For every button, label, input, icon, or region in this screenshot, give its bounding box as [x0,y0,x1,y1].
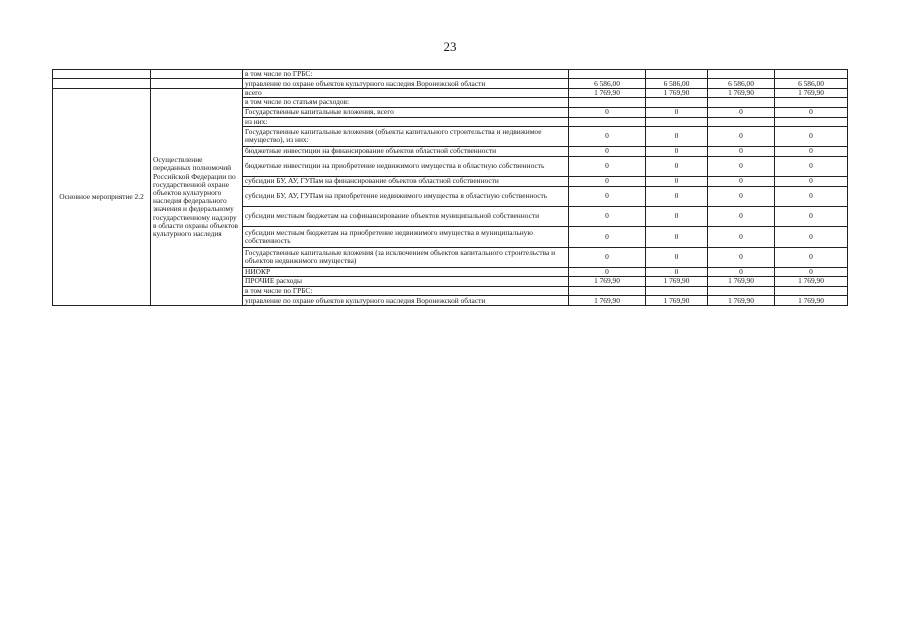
value-cell [646,287,708,296]
row-label: НИОКР [243,267,569,276]
row-label: субсидии местным бюджетам на приобретение недвижимого имущества в муниципальную собственность [243,226,569,247]
row-label: субсидии БУ, АУ, ГУПам на приобретение недвижимого имущества в областную собственность [243,186,569,206]
value-cell [646,98,708,107]
value-cell: 0 [646,156,708,176]
row-label: бюджетные инвестиции на финансирование объектов областной собственности [243,146,569,156]
value-cell: 1 769,90 [708,89,775,98]
value-cell: 0 [708,186,775,206]
value-cell [775,287,848,296]
value-cell: 0 [646,126,708,146]
page-number: 23 [443,39,457,54]
value-cell: 0 [775,107,848,117]
value-cell [569,98,646,107]
activity-name-cell: Основное мероприятие 2.2 [53,89,151,306]
value-cell: 0 [708,126,775,146]
value-cell: 1 769,90 [646,296,708,306]
value-cell: 1 769,90 [775,89,848,98]
value-cell: 0 [708,267,775,276]
value-cell: 6 586,00 [569,79,646,89]
empty-cell [53,79,151,89]
value-cell [708,117,775,126]
budget-table [52,69,848,306]
value-cell: 0 [646,247,708,267]
value-cell: 0 [569,247,646,267]
value-cell: 0 [646,206,708,226]
value-cell: 1 769,90 [708,277,775,287]
value-cell [569,70,646,79]
row-label: бюджетные инвестиции на приобретение недвижимого имущества в областную собственность [243,156,569,176]
value-cell: 0 [646,146,708,156]
value-cell: 0 [569,226,646,247]
value-cell [708,70,775,79]
value-cell: 0 [708,107,775,117]
value-cell: 0 [775,267,848,276]
row-label: всего [243,89,569,98]
value-cell [646,70,708,79]
value-cell: 1 769,90 [646,89,708,98]
value-cell [569,287,646,296]
row-label: из них: [243,117,569,126]
value-cell: 6 586,00 [775,79,848,89]
value-cell [646,117,708,126]
row-label: ПРОЧИЕ расходы [243,277,569,287]
value-cell: 0 [775,156,848,176]
row-label: Государственные капитальные вложения (объекты капитального строительства и недвижимое имущество), из них: [243,126,569,146]
value-cell: 0 [569,126,646,146]
value-cell: 0 [646,186,708,206]
activity-description-cell: Осуществление переданных полномочий Российской Федерации по государственной охране объектов культурного наследия федерального значения и федеральному государственному надзору в области охраны объектов культурного наследия [151,89,243,306]
value-cell: 0 [569,146,646,156]
table-row [53,79,848,89]
value-cell [775,117,848,126]
value-cell: 0 [708,176,775,186]
row-label: субсидии БУ, АУ, ГУПам на финансирование объектов областной собственности [243,176,569,186]
value-cell: 0 [569,107,646,117]
value-cell: 0 [775,206,848,226]
value-cell: 0 [775,186,848,206]
value-cell: 0 [569,156,646,176]
budget-table-body [53,70,848,306]
value-cell: 0 [646,267,708,276]
empty-cell [53,70,151,79]
value-cell: 0 [708,156,775,176]
value-cell: 0 [775,226,848,247]
value-cell: 0 [646,107,708,117]
value-cell: 0 [569,186,646,206]
value-cell: 1 769,90 [775,296,848,306]
value-cell [569,117,646,126]
empty-cell [151,79,243,89]
value-cell: 0 [646,226,708,247]
value-cell: 0 [775,126,848,146]
row-label: Государственные капитальные вложения, всего [243,107,569,117]
value-cell: 1 769,90 [569,296,646,306]
value-cell: 0 [708,206,775,226]
value-cell: 0 [569,267,646,276]
value-cell [775,70,848,79]
row-label: в том числе по статьям расходов: [243,98,569,107]
row-label: субсидии местным бюджетам на софинансирование объектов муниципальной собственности [243,206,569,226]
row-label: управление по охране объектов культурного наследия Воронежской области [243,79,569,89]
row-label: управление по охране объектов культурного наследия Воронежской области [243,296,569,306]
value-cell: 0 [775,146,848,156]
table-row [53,70,848,79]
value-cell: 1 769,90 [569,277,646,287]
value-cell: 0 [775,176,848,186]
value-cell: 0 [569,206,646,226]
value-cell: 6 586,00 [646,79,708,89]
value-cell: 1 769,90 [569,89,646,98]
value-cell: 1 769,90 [775,277,848,287]
value-cell: 0 [708,146,775,156]
empty-cell [151,70,243,79]
row-label: Государственные капитальные вложения (за исключением объектов капитального строительства и объектов недвижимого имущества) [243,247,569,267]
value-cell: 6 586,00 [708,79,775,89]
value-cell [708,287,775,296]
value-cell: 1 769,90 [708,296,775,306]
value-cell: 0 [775,247,848,267]
value-cell: 0 [708,247,775,267]
value-cell: 1 769,90 [646,277,708,287]
value-cell: 0 [646,176,708,186]
value-cell [708,98,775,107]
row-label: в том числе по ГРБС: [243,287,569,296]
table-row [53,89,848,98]
value-cell [775,98,848,107]
value-cell: 0 [569,176,646,186]
row-label: в том числе по ГРБС: [243,70,569,79]
value-cell: 0 [708,226,775,247]
